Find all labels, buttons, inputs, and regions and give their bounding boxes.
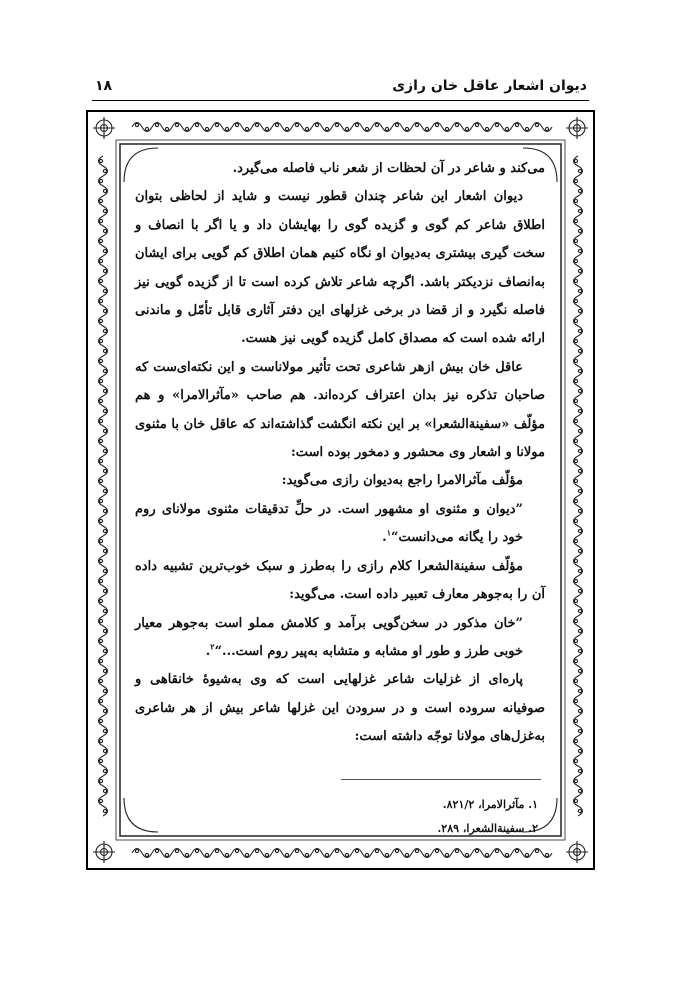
footnote-ref-1: ۱ — [386, 527, 391, 538]
footnotes — [300, 793, 538, 841]
footnote-1 — [300, 793, 538, 817]
running-header — [95, 78, 587, 102]
footnote-2-text: سفینةالشعرا، ۲۸۹. — [437, 822, 525, 835]
header-rule — [92, 100, 589, 101]
body-text — [135, 155, 545, 752]
footnote-ref-2: ۲ — [210, 641, 215, 652]
quote-1: ”دیوان و مثنوی او مشهور است. در حلِّ تدقیقات مثنوی مولانای روم خود را یگانه می‌دانست“$^۱$. — [135, 501, 523, 546]
footnote-1-text: مآثرالامرا، ۸۲۱/۲. — [442, 798, 525, 811]
paragraph-6: پاره‌ای از غزلیات شاعر غزلهایی است که وی به‌شیوهٔ خانقاهی و صوفیانه سروده است و در سرودن این غزلها شاعر بیش از هر شاعری به‌غزل‌های مولانا توجّه داشته است: — [135, 672, 545, 745]
paragraph-2: دیوان اشعار این شاعر چندان قطور نیست و شاید از لحاظی بتوان اطلاق شاعر کم گوی و گزیده گوی را بهایشان داد و یا اگر با انصاف و سخت گیری بیشتری به‌دیوان او نگاه کنیم همان اطلاق کم گویی برای ایشان به‌انصاف نزدیکتر باشد. اگرچه شاعر تلاش کرده است تا از گزیده گویی نیز فاصله نگیرد و از قضا در برخی غزلهای این دفتر آثاری قابل تأمّل و ماندنی ارائه شده است که مصداق کامل گزیده گویی نیز هست. — [135, 189, 545, 347]
footnote-2 — [300, 817, 538, 841]
footnote-1-num: ۱. — [528, 798, 538, 811]
paragraph-1: می‌کند و شاعر در آن لحظات از شعر ناب فاصله می‌گیرد. — [232, 161, 545, 176]
paragraph-3: عاقل خان بیش ازهر شاعری تحت تأثیر مولاناست و این نکته‌ای‌ست که صاحبان تذکره نیز بدان اعتراف کرده‌اند. هم صاحب «مآثرالامرا» و هم مؤلّف «سفینةالشعرا» بر این نکته انگشت گذاشته‌اند که عاقل خان با مثنوی مولانا و اشعار وی محشور و دمخور بوده است: — [135, 359, 545, 461]
footnote-2-num: ۲. — [528, 822, 538, 835]
paragraph-5: مؤلّف سفینةالشعرا کلام رازی را به‌طرز و سبک خوب‌ترین تشبیه داده آن را به‌جوهر معارف تعبیر داده است. می‌گوید: — [135, 558, 545, 603]
quote-1-text: ”دیوان و مثنوی او مشهور است. در حلِّ تدقیقات مثنوی مولانای روم خود را یگانه می‌دانست“ — [135, 501, 523, 546]
quote-2-text: ”خان مذکور در سخن‌گویی برآمد و کلامش مملو است به‌جوهر معیار خوبی طرز و طور او مشابه و متشابه به‌پیر روم است...“ — [135, 615, 523, 659]
quote-2: ”خان مذکور در سخن‌گویی برآمد و کلامش مملو است به‌جوهر معیار خوبی طرز و طور او مشابه و متشابه به‌پیر روم است...“$^۲$. — [135, 615, 523, 659]
page-number: ۱۸ — [95, 78, 113, 94]
paragraph-4: مؤلّف مآثرالامرا راجع به‌دیوان رازی می‌گوید: — [281, 473, 523, 489]
book-title: دیوان اشعار عاقل خان رازی — [392, 78, 587, 94]
footnote-rule — [341, 779, 541, 780]
